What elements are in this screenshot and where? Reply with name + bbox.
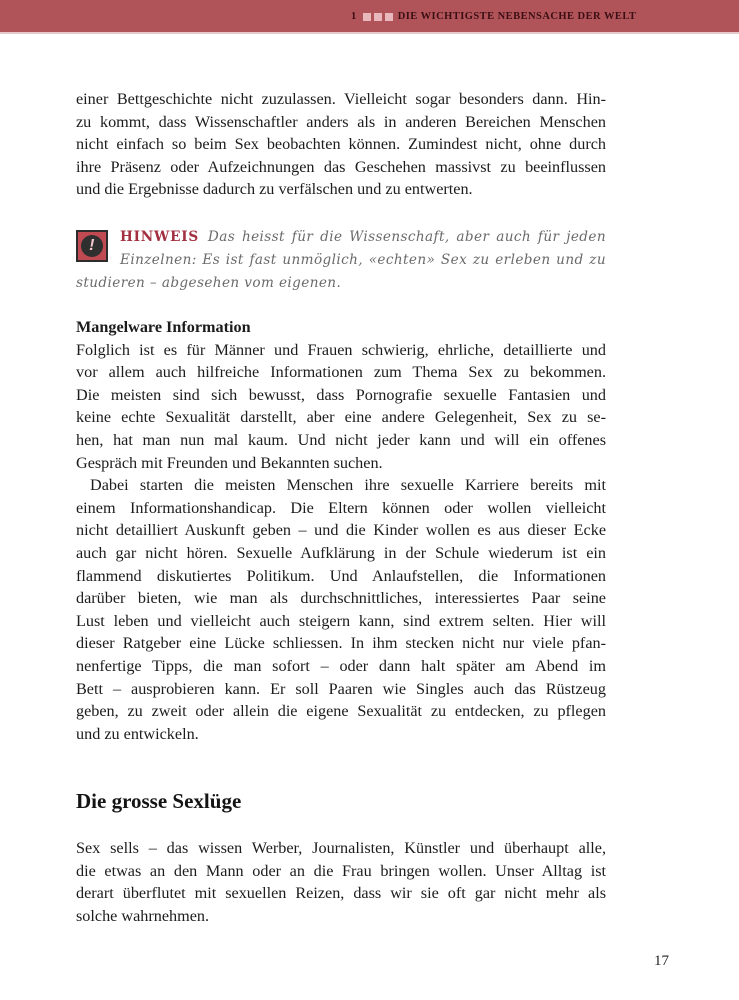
section-mangelware-information [76,316,606,745]
text-line: dieser Ratgeber eine Lücke schliessen. In ihm stecken nicht nur viele pfan- [76,634,606,653]
page-number: 17 [654,953,669,969]
text-line: und zu entwickeln. [76,724,199,743]
note-line: Einzelnen: Es ist fast unmöglich, «echten» Sex zu erleben und zu [120,252,606,268]
subheading: Mangelware Information [76,318,251,336]
decorative-square-icon [363,13,371,21]
text-line: einem Informationshandicap. Die Eltern können oder wollen vielleicht [76,498,606,517]
note-label: HINWEIS [120,229,200,245]
running-head [351,11,636,22]
text-line: keine echte Sexualität darstellt, aber eine andere Gelegenheit, Sex zu se- [76,408,606,427]
text-line: und die Ergebnisse dadurch zu verfälschen und zu entwerten. [76,180,473,199]
text-line: Bett – ausprobieren kann. Er soll Paaren wie Singles auch das Rüstzeug [76,679,606,698]
intro-paragraph [76,88,606,201]
text-line: Gespräch mit Freunden und Bekannten suchen. [76,453,383,472]
text-line: hen, hat man nun mal kaum. Und nicht jeder kann und will ein offenes [76,430,606,449]
text-line: nicht einfach so beim Sex beobachten können. Zumindest nicht, ohne durch [76,135,606,154]
paragraph [76,474,606,745]
text-line: Die meisten sind sich bewusst, dass Pornografie sexuelle Fantasien und [76,385,606,404]
text-line: Folglich ist es für Männer und Frauen schwierig, ehrliche, detaillierte und [76,340,606,359]
text-line: zu kommt, dass Wissenschaftler anders als in anderen Bereichen Menschen [76,112,606,131]
note-line [76,226,606,249]
text-line: Sex sells – das wissen Werber, Journalisten, Künstler und überhaupt alle, [76,839,606,857]
exclamation-circle: ! [81,235,103,257]
section-die-grosse-sexluege [76,837,606,927]
text-line: einer Bettgeschichte nicht zuzulassen. Vielleicht sogar besonders dann. Hin- [76,90,606,108]
chapter-number: 1 [351,11,357,22]
hinweis-note [76,226,606,295]
running-title: DIE WICHTIGSTE NEBENSACHE DER WELT [397,11,637,22]
text-line: geben, zu zweit oder allein die eigene Sexualität zu entdecken, zu pflegen [76,702,606,721]
text-line: ihre Präsenz oder Aufzeichnungen das Geschehen massivst zu beeinflussen [76,157,606,176]
exclamation-icon [76,230,108,262]
section-heading: Die grosse Sexlüge [76,789,242,813]
paragraph [76,339,606,475]
decorative-square-icon [385,13,393,21]
paragraph [76,837,606,927]
note-text: Das heisst für die Wissenschaft, aber auch für jeden [207,229,606,245]
text-line: solche wahrnehmen. [76,906,210,925]
text-line: Lust leben und vielleicht auch steigern kann, sind extrem selten. Hier will [76,611,606,630]
text-line: nicht detailliert Auskunft geben – und die Kinder wollen es aus dieser Ecke [76,521,606,540]
text-line: vor allem auch hilfreiche Informationen zum Thema Sex zu bekommen. [76,363,606,382]
text-line: Dabei starten die meisten Menschen ihre sexuelle Karriere bereits mit [90,476,606,495]
text-line: auch gar nicht hören. Sexuelle Aufklärung in der Schule wiederum ist ein [76,543,606,562]
text-line: nenfertige Tipps, die man sofort – oder dann halt später am Abend im [76,656,606,675]
text-line: derart überflutet mit sexuellen Reizen, dass wir sie oft gar nicht mehr als [76,884,606,903]
decorative-square-icon [374,13,382,21]
text-line: flammend diskutiertes Politikum. Und Anlaufstellen, die Informationen [76,566,606,585]
note-line: studieren – abgesehen vom eigenen. [76,275,342,291]
text-line: die etwas an den Mann oder an die Frau bringen wollen. Unser Alltag ist [76,861,606,880]
text-line: darüber bieten, wie man als durchschnittliches, interessiertes Paar seine [76,589,606,608]
